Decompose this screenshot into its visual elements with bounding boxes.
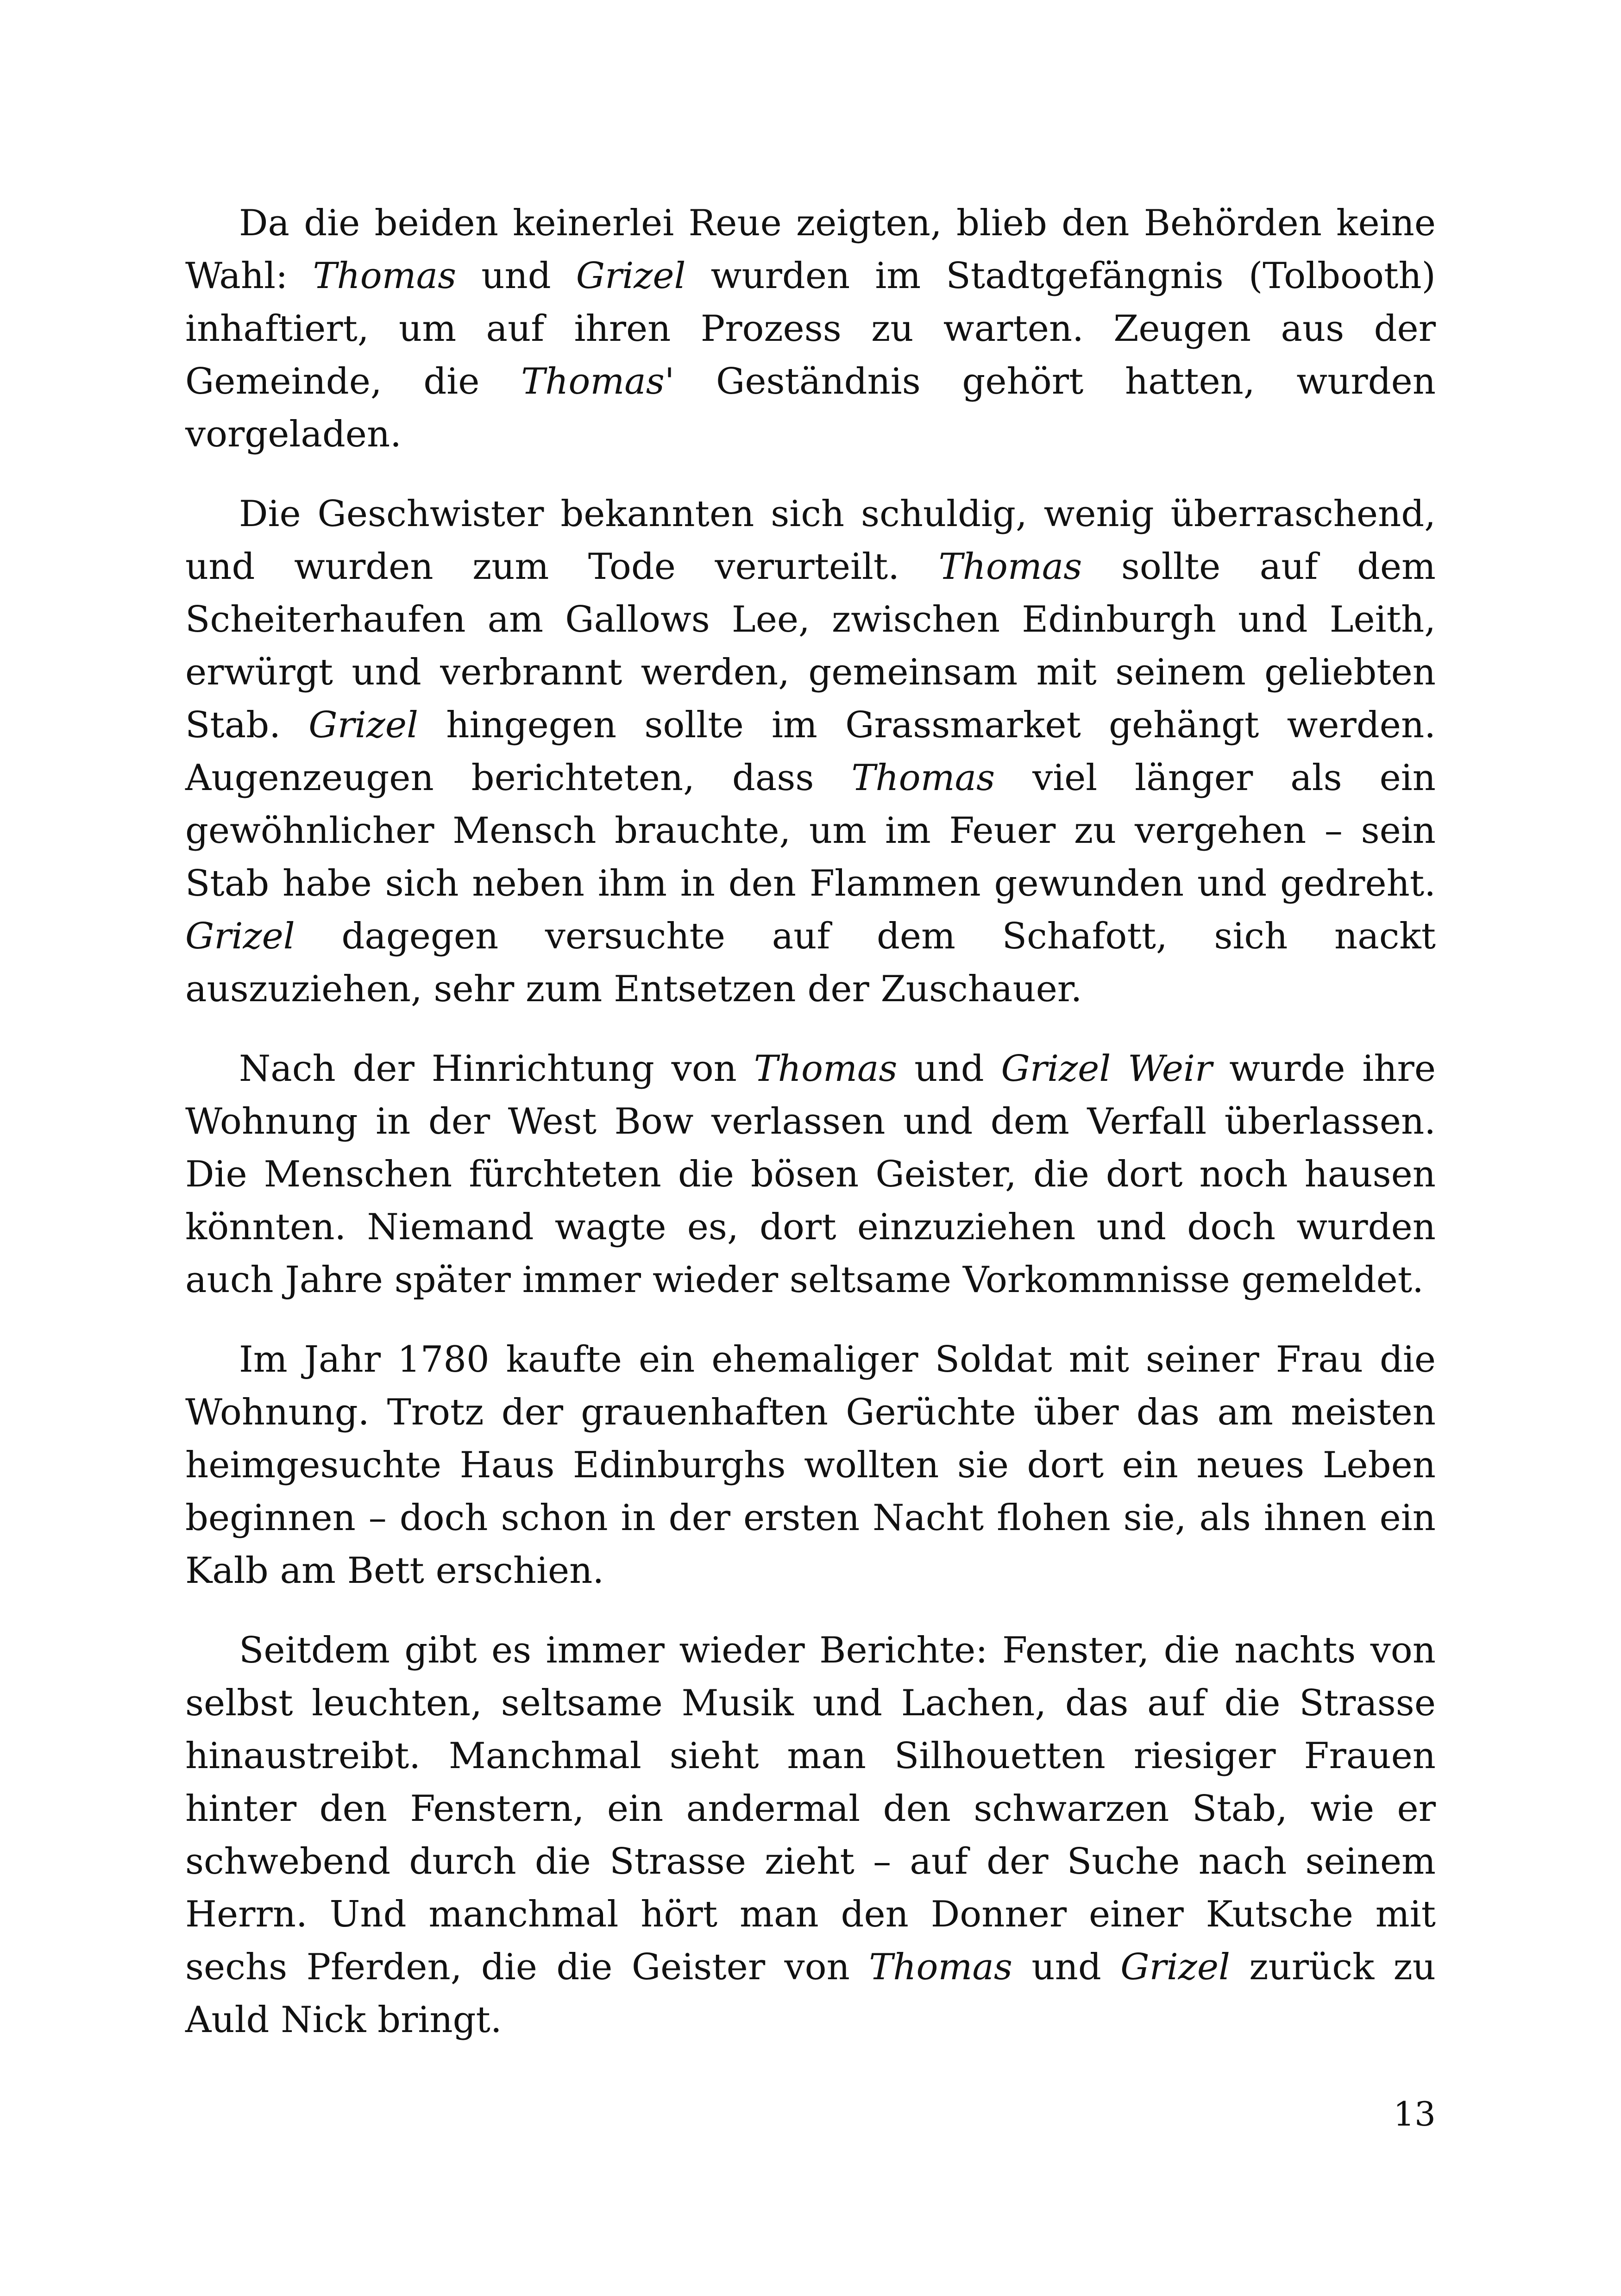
text-run: und (1012, 1946, 1121, 1988)
text-run: wurden im Stadtgefängnis (Tolbooth) inhaftiert, um auf ihren Prozess zu warten. Zeugen aus der Gemeinde, die (185, 255, 1436, 402)
italic-name: Grizel (576, 255, 686, 297)
text-run: Im Jahr 1780 kaufte ein ehemaliger Soldat mit seiner Frau die Wohnung. Trotz der grauenhaften Gerüchte über das am meisten heimgesuchte Haus Edinburghs wollten sie dort ein neues Leben beginnen – doch schon in der ersten Nacht flohen sie, als ihnen ein Kalb am Bett erschien. (185, 1339, 1436, 1592)
paragraph-1780-soldier (185, 1333, 1436, 1597)
paragraph-reports (185, 1624, 1436, 2046)
text-run: und (456, 255, 576, 297)
italic-name: Thomas (938, 546, 1082, 588)
text-run: Nach der Hinrichtung von (239, 1048, 754, 1090)
page-number: 13 (1393, 2095, 1436, 2133)
italic-name: Grizel (185, 916, 295, 957)
italic-name: Grizel Weir (1001, 1048, 1213, 1090)
text-run: Da die beiden keinerlei Reue zeigten, blieb den Behörden keine Wahl: (185, 202, 1436, 297)
text-run: wurde ihre Wohnung in der West Bow verlassen und dem Verfall überlassen. Die Menschen fürchteten die bösen Geister, die dort noch hausen könnten. Niemand wagte es, dort einzuziehen und doch wurden auch Jahre später immer wieder seltsame Vorkommnisse gemeldet. (185, 1048, 1436, 1301)
text-run: Geständnis gehört hatten, wurden vorgeladen. (185, 361, 1436, 455)
paragraph-abandoned-house (185, 1042, 1436, 1306)
text-run: dagegen versuchte auf dem Schafott, sich nackt auszuziehen, sehr zum Entsetzen der Zuschauer. (185, 916, 1436, 1010)
italic-name: Thomas (869, 1946, 1012, 1988)
italic-name: Thomas' (521, 361, 675, 402)
italic-name: Thomas (851, 757, 995, 799)
paragraph-sentence (185, 488, 1436, 1016)
italic-name: Grizel (308, 704, 419, 746)
italic-name: Grizel (1120, 1946, 1230, 1988)
italic-name: Thomas (754, 1048, 898, 1090)
text-run: und (897, 1048, 1001, 1090)
text-run: hingegen sollte im Grassmarket gehängt werden. Augenzeugen berichteten, dass (185, 704, 1436, 799)
text-run: Die Geschwister bekannten sich schuldig, wenig überraschend, und wurden zum Tode verurteilt. (185, 493, 1436, 588)
text-run: Seitdem gibt es immer wieder Berichte: Fenster, die nachts von selbst leuchten, seltsame Musik und Lachen, das auf die Strasse hinaustreibt. Manchmal sieht man Silhouetten riesiger Frauen hinter den Fenstern, ein andermal den schwarzen Stab, wie er schwebend durch die Strasse zieht – auf der Suche nach seinem Herrn. Und manchmal hört man den Donner einer Kutsche mit sechs Pferden, die die Geister von (185, 1630, 1436, 1988)
text-run: viel länger als ein gewöhnlicher Mensch brauchte, um im Feuer zu vergehen – sein Stab habe sich neben ihm in den Flammen gewunden und gedreht. (185, 757, 1436, 904)
italic-name: Thomas (313, 255, 457, 297)
paragraph-trial-wait (185, 197, 1436, 461)
text-run: zurück zu Auld Nick bringt. (185, 1946, 1436, 2041)
body-text (185, 197, 1436, 2073)
text-run: sollte auf dem Scheiterhaufen am Gallows Lee, zwischen Edinburgh und Leith, erwürgt und verbrannt werden, gemeinsam mit seinem geliebten Stab. (185, 546, 1436, 746)
